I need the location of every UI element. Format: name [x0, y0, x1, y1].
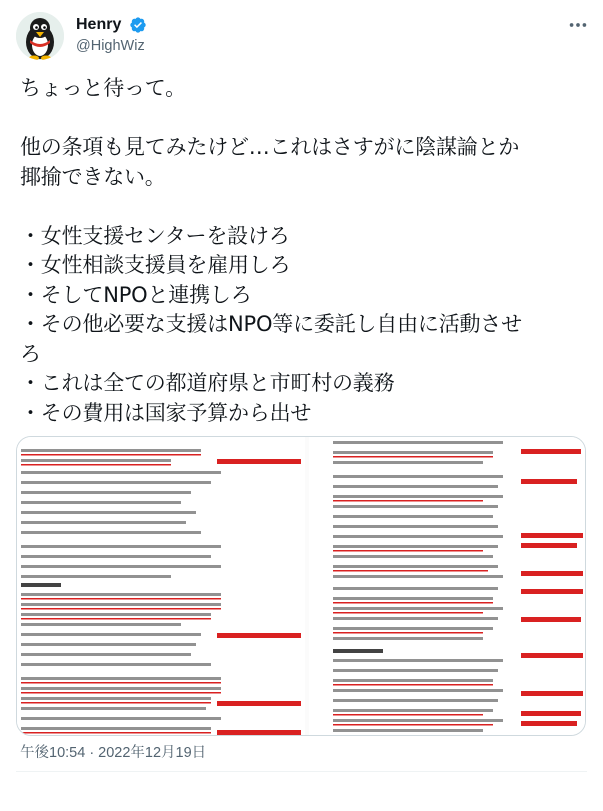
more-options-icon[interactable]	[567, 14, 589, 36]
tweet-text: ちょっと待って。 他の条項も見てみたけど…これはさすがに陰謀論とか 揶揄できない。 ・女性支援センターを設けろ ・女性相談支援員を雇用しろ ・そしてNPOと連携しろ ・その他必要な支援はNPO等に委託し自由に活動させ ろ ・これは全ての都道府県と市町村の義務 ・その費用は国家予算から出せ	[20, 76, 522, 425]
penguin-avatar-icon	[16, 12, 64, 60]
avatar[interactable]	[16, 12, 64, 60]
divider	[16, 771, 587, 772]
document-page-right	[309, 437, 586, 736]
verified-badge-icon	[129, 16, 147, 34]
author-names	[76, 14, 147, 54]
tweet-timestamp[interactable]: 午後10:54 · 2022年12月19日	[20, 745, 207, 761]
document-text-lines	[17, 437, 305, 736]
tweet-header	[0, 0, 603, 72]
handle[interactable]: @HighWiz	[76, 37, 145, 54]
tweet-media-image[interactable]	[16, 436, 586, 736]
document-page-left	[17, 437, 305, 736]
display-name[interactable]: Henry	[76, 15, 122, 33]
document-text-lines-right	[309, 437, 586, 736]
